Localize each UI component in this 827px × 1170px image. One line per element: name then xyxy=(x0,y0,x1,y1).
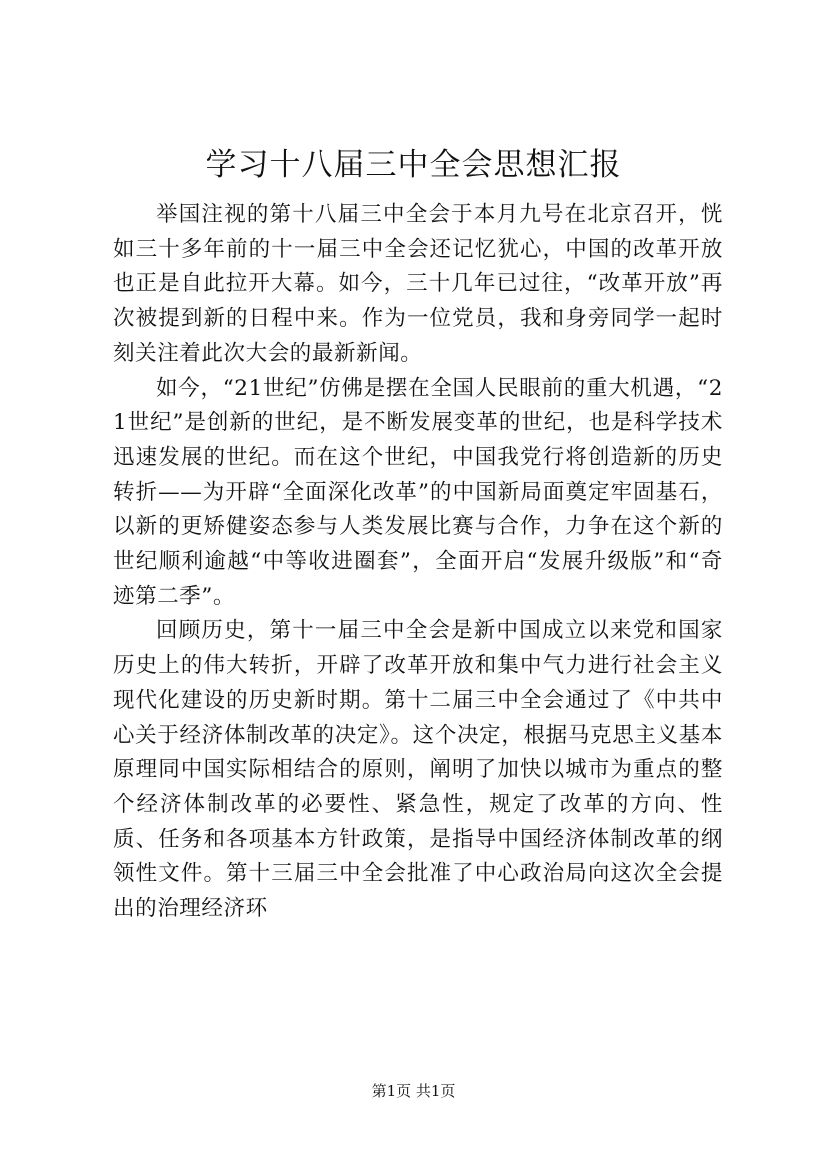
paragraph-3: 回顾历史，第十一届三中全会是新中国成立以来党和国家历史上的伟大转折，开辟了改革开放和集中气力进行社会主义现代化建设的历史新时期。第十二届三中全会通过了《中共中心关于经济体制改革的决定》。这个决定，根据马克思主义基本原理同中国实际相结合的原则，阐明了加快以城市为重点的整个经济体制改革的必要性、紧急性，规定了改革的方向、性质、任务和各项基本方针政策，是指导中国经济体制改革的纲领性文件。第十三届三中全会批准了中心政治局向这次全会提出的治理经济环 xyxy=(113,618,723,922)
document-body xyxy=(113,198,723,927)
page-footer: 第1页 共1页 xyxy=(371,1082,456,1100)
paragraph-2: 如今，“21世纪”仿佛是摆在全国人民眼前的重大机遇，“21世纪”是创新的世纪，是不断发展变革的世纪，也是科学技术迅速发展的世纪。而在这个世纪，中国我党行将创造新的历史转折——为开辟“全面深化改革”的中国新局面奠定牢固基石，以新的更矫健姿态参与人类发展比赛与合作，力争在这个新的世纪顺利逾越“中等收进圈套”，全面开启“发展升级版”和“奇迹第二季”。 xyxy=(113,375,723,609)
document-title: 学习十八届三中全会思想汇报 xyxy=(205,147,622,183)
paragraph-1: 举国注视的第十八届三中全会于本月九号在北京召开，恍如三十多年前的十一届三中全会还记忆犹心，中国的改革开放也正是自此拉开大幕。如今，三十几年已过往，“改革开放”再次被提到新的日程中来。作为一位党员，我和身旁同学一起时刻关注着此次大会的最新新闻。 xyxy=(113,202,723,366)
